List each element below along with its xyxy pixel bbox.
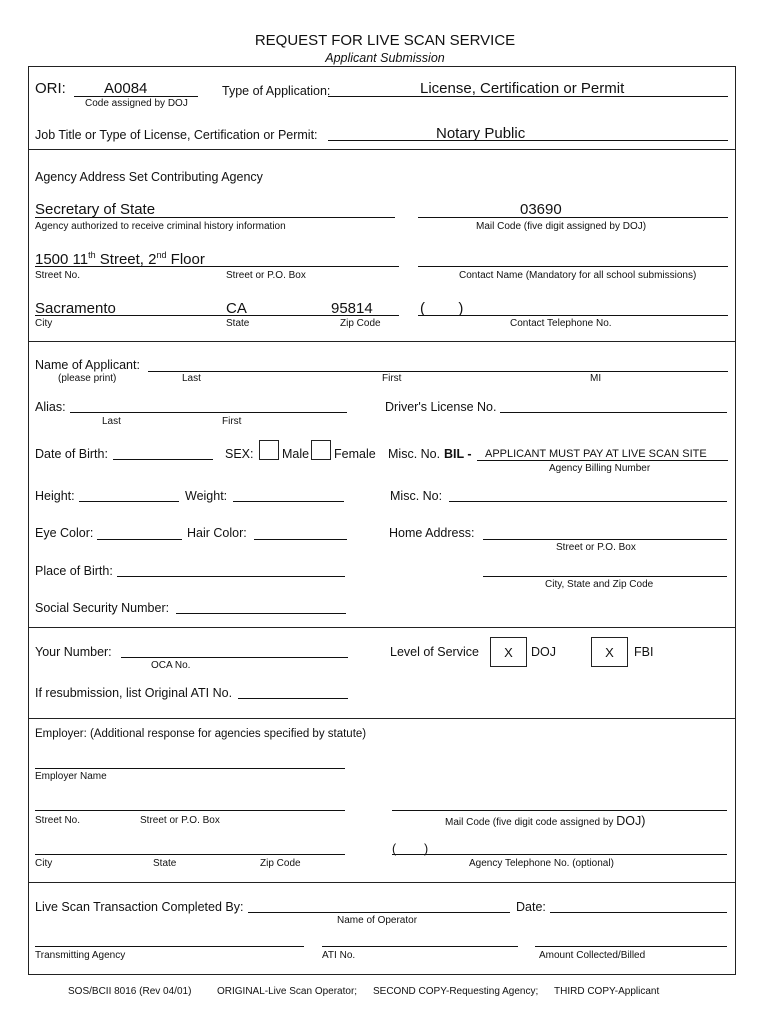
street-part-a: 1500 11 xyxy=(35,251,89,268)
form-id: SOS/BCII 8016 (Rev 04/01) xyxy=(68,986,192,997)
agency-field[interactable] xyxy=(35,217,395,218)
eye-field[interactable] xyxy=(97,539,182,540)
name-field[interactable] xyxy=(148,371,728,372)
bil-field[interactable] xyxy=(477,460,728,461)
ati-caption: ATI No. xyxy=(322,950,356,961)
level-label: Level of Service xyxy=(390,645,479,659)
csz-caption: City, State and Zip Code xyxy=(545,579,654,590)
oca-caption: OCA No. xyxy=(151,660,191,671)
copy-original: ORIGINAL-Live Scan Operator; xyxy=(217,986,358,997)
phone-field[interactable] xyxy=(418,315,728,316)
employer-po-caption: Street or P.O. Box xyxy=(140,815,220,826)
bil-caption: Agency Billing Number xyxy=(549,463,651,474)
your-number-field[interactable] xyxy=(121,657,348,658)
dob-field[interactable] xyxy=(113,459,213,460)
contact-caption: Contact Name (Mandatory for all school submissions) xyxy=(459,270,697,281)
street-field[interactable] xyxy=(35,266,399,267)
bil-value: APPLICANT MUST PAY AT LIVE SCAN SITE xyxy=(485,448,707,460)
agency-caption: Agency authorized to receive criminal history information xyxy=(35,221,286,232)
city-value: Sacramento xyxy=(35,300,116,317)
phone-caption: Contact Telephone No. xyxy=(510,318,612,329)
home-caption: Street or P.O. Box xyxy=(556,542,636,553)
ori-caption: Code assigned by DOJ xyxy=(85,98,188,109)
doj-checkbox[interactable]: X xyxy=(490,637,527,667)
resub-label: If resubmission, list Original ATI No. xyxy=(35,686,233,700)
transmitting-field[interactable] xyxy=(35,946,304,947)
height-field[interactable] xyxy=(79,501,179,502)
amount-field[interactable] xyxy=(535,946,727,947)
city-caption: City xyxy=(35,318,53,329)
copy-second: SECOND COPY-Requesting Agency; xyxy=(373,986,539,997)
sex-label: SEX: xyxy=(225,447,254,461)
employer-phone-field[interactable] xyxy=(392,854,727,855)
transmitting-caption: Transmitting Agency xyxy=(35,950,126,961)
zip-value: 95814 xyxy=(331,300,373,317)
section-employer xyxy=(28,718,736,883)
date-field[interactable] xyxy=(550,912,727,913)
job-label: Job Title or Type of License, Certification or Permit: xyxy=(35,128,318,142)
copy-third: THIRD COPY-Applicant xyxy=(554,986,660,997)
po-caption: Street or P.O. Box xyxy=(226,270,306,281)
dl-label: Driver's License No. xyxy=(385,400,497,414)
contact-field[interactable] xyxy=(418,266,728,267)
misc2-field[interactable] xyxy=(449,501,727,502)
employer-city-field[interactable] xyxy=(35,854,345,855)
operator-field[interactable] xyxy=(248,912,510,913)
employer-phone-value: ( ) xyxy=(392,842,429,856)
alias-last-caption: Last xyxy=(102,416,121,427)
employer-city-caption: City xyxy=(35,858,53,869)
csz-field[interactable] xyxy=(483,576,727,577)
street-part-c: Floor xyxy=(166,251,205,268)
ati-field[interactable] xyxy=(322,946,518,947)
employer-mailcode-caption-b: DOJ) xyxy=(616,814,646,828)
employer-zip-caption: Zip Code xyxy=(260,858,301,869)
street-sup-b: nd xyxy=(156,250,167,260)
your-number-label: Your Number: xyxy=(35,645,112,659)
employer-state-caption: State xyxy=(153,858,177,869)
male-checkbox[interactable] xyxy=(259,440,279,460)
dl-field[interactable] xyxy=(500,412,727,413)
ssn-label: Social Security Number: xyxy=(35,601,170,615)
please-print: (please print) xyxy=(58,373,117,384)
name-label: Name of Applicant: xyxy=(35,358,140,372)
job-field[interactable] xyxy=(328,140,728,141)
agency-value: Secretary of State xyxy=(35,201,156,218)
weight-label: Weight: xyxy=(185,489,228,503)
home-field[interactable] xyxy=(483,539,727,540)
name-first-caption: First xyxy=(382,373,402,384)
male-label: Male xyxy=(282,447,310,461)
completed-label: Live Scan Transaction Completed By: xyxy=(35,900,244,914)
home-label: Home Address: xyxy=(389,526,475,540)
form-subtitle: Applicant Submission xyxy=(325,51,445,65)
state-value: CA xyxy=(226,300,247,317)
employer-street-field[interactable] xyxy=(35,810,345,811)
alias-label: Alias: xyxy=(35,400,66,414)
employer-mailcode-caption xyxy=(445,814,645,828)
street-part-b: Street, 2 xyxy=(95,251,157,268)
weight-field[interactable] xyxy=(233,501,344,502)
zip-caption: Zip Code xyxy=(340,318,381,329)
mailcode-caption: Mail Code (five digit assigned by DOJ) xyxy=(476,221,647,232)
pob-label: Place of Birth: xyxy=(35,564,113,578)
name-last-caption: Last xyxy=(182,373,201,384)
employer-name-caption: Employer Name xyxy=(35,771,107,782)
alias-first-caption: First xyxy=(222,416,242,427)
hair-label: Hair Color: xyxy=(187,526,247,540)
employer-name-field[interactable] xyxy=(35,768,345,769)
ori-value: A0084 xyxy=(104,80,148,97)
hair-field[interactable] xyxy=(254,539,347,540)
dob-label: Date of Birth: xyxy=(35,447,108,461)
doj-label: DOJ xyxy=(531,645,556,659)
phone-value: ( ) xyxy=(420,300,464,317)
state-caption: State xyxy=(226,318,250,329)
street-sup-a: th xyxy=(88,250,96,260)
employer-street-caption: Street No. xyxy=(35,815,81,826)
section-service xyxy=(28,627,736,719)
eye-label: Eye Color: xyxy=(35,526,94,540)
form-title: REQUEST FOR LIVE SCAN SERVICE xyxy=(254,32,516,49)
ssn-field[interactable] xyxy=(176,613,346,614)
misc2-label: Misc. No: xyxy=(390,489,443,503)
mailcode-value: 03690 xyxy=(520,201,562,218)
city-field[interactable] xyxy=(35,315,399,316)
employer-mailcode-caption-a: Mail Code (five digit code assigned by xyxy=(445,817,617,828)
mailcode-field[interactable] xyxy=(418,217,728,218)
employer-mailcode-field[interactable] xyxy=(392,810,727,811)
female-label: Female xyxy=(334,447,376,461)
misc-label: Misc. No. xyxy=(388,447,441,461)
employer-label: Employer: (Additional response for agencies specified by statute) xyxy=(35,728,367,740)
agency-heading: Agency Address Set Contributing Agency xyxy=(35,170,263,184)
section-completion xyxy=(28,882,736,975)
type-value: License, Certification or Permit xyxy=(420,80,625,97)
job-value: Notary Public xyxy=(436,125,526,142)
employer-phone-caption: Agency Telephone No. (optional) xyxy=(469,858,614,869)
date-label: Date: xyxy=(516,900,546,914)
alias-field[interactable] xyxy=(70,412,347,413)
type-label: Type of Application: xyxy=(222,84,331,98)
fbi-label: FBI xyxy=(634,645,654,659)
name-mi-caption: MI xyxy=(590,373,602,384)
resub-field[interactable] xyxy=(238,698,348,699)
female-checkbox[interactable] xyxy=(311,440,331,460)
bil-label: BIL - xyxy=(444,447,472,461)
pob-field[interactable] xyxy=(117,576,345,577)
amount-caption: Amount Collected/Billed xyxy=(539,950,646,961)
street-caption: Street No. xyxy=(35,270,81,281)
ori-label: ORI: xyxy=(35,80,66,97)
fbi-checkbox[interactable]: X xyxy=(591,637,628,667)
operator-caption: Name of Operator xyxy=(337,915,418,926)
height-label: Height: xyxy=(35,489,75,503)
